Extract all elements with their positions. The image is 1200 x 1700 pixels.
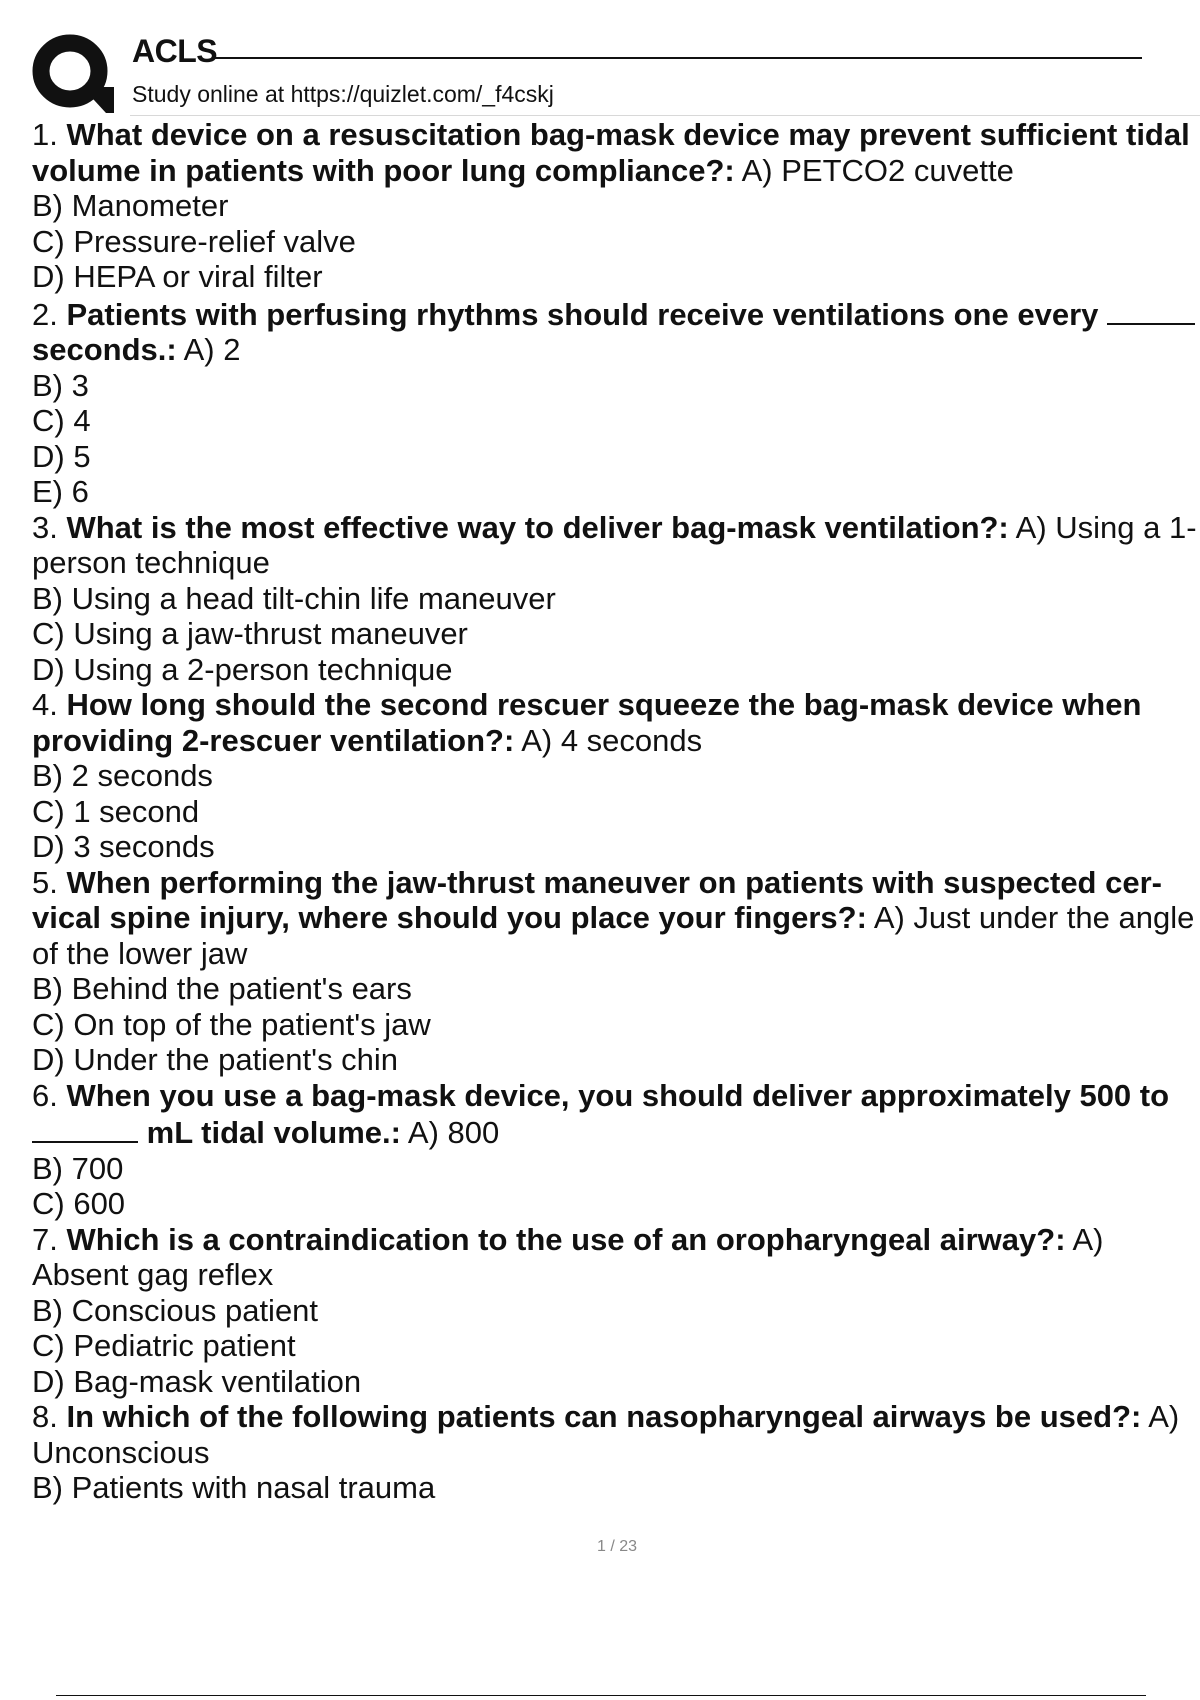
fill-in-blank <box>32 1113 138 1143</box>
answer-option: A) Using a 1-person technique <box>32 509 1197 580</box>
question-number: 8. <box>32 1399 58 1434</box>
answer-option: C) Using a jaw-thrust maneuver <box>32 616 468 651</box>
question-text-end: mL tidal volume.: <box>146 1115 401 1150</box>
question-text: Patients with perfusing rhythms should receive ventilations one every <box>66 296 1099 332</box>
study-online-line <box>132 79 554 109</box>
question-text: What device on a resuscitation bag-mask device may prevent sufficient tidal volume in patients with poor lung compliance?: <box>32 117 1190 188</box>
answer-option: A) Just under the angle of the lower jaw <box>32 900 1195 971</box>
header-divider <box>130 115 1200 116</box>
question-text-end: seconds.: <box>32 332 177 367</box>
question-item <box>32 117 1200 295</box>
question-text: When performing the jaw-thrust maneuver on patients with suspected cer- vical spine injury, where should you place your fingers?: <box>32 864 1162 935</box>
question-text: In which of the following patients can nasopharyngeal airways be used?: <box>66 1399 1142 1434</box>
question-number: 7. <box>32 1221 58 1257</box>
title-underline <box>212 57 1142 59</box>
answer-option: D) 3 seconds <box>32 829 215 864</box>
page-number: 1 / 23 <box>596 1538 638 1555</box>
answer-option: D) Bag-mask ventilation <box>32 1363 362 1399</box>
question-text: When you use a bag-mask device, you should deliver approximately 500 to <box>66 1077 1170 1113</box>
question-item <box>32 510 1200 688</box>
fill-in-blank <box>1107 295 1195 325</box>
quizlet-logo-icon <box>32 33 114 113</box>
question-item <box>32 865 1200 1078</box>
answer-option: B) Behind the patient's ears <box>32 971 412 1006</box>
question-item <box>32 1078 1200 1222</box>
answer-option: D) HEPA or viral filter <box>32 259 323 294</box>
question-item <box>32 1399 1200 1506</box>
answer-option: A) Absent gag reflex <box>32 1221 1104 1292</box>
answer-option: D) Under the patient's chin <box>32 1042 399 1077</box>
answer-option: C) 4 <box>32 403 91 438</box>
answer-option: B) Manometer <box>32 188 229 223</box>
answer-option: A) PETCO2 cuvette <box>741 152 1014 188</box>
question-number: 1. <box>32 117 58 152</box>
question-item <box>32 295 1200 510</box>
document-title: ACLS <box>132 33 218 69</box>
answer-option: A) 2 <box>183 332 241 367</box>
answer-option: C) Pediatric patient <box>32 1328 296 1363</box>
study-prefix: Study online at <box>132 81 291 107</box>
question-number: 5. <box>32 864 58 900</box>
answer-option: C) On top of the patient's jaw <box>32 1006 431 1042</box>
answer-option: D) 5 <box>32 438 91 474</box>
question-item <box>32 687 1200 865</box>
question-number: 2. <box>32 296 58 332</box>
answer-option: B) Using a head tilt-chin life maneuver <box>32 580 556 616</box>
question-text: What is the most effective way to deliver bag-mask ventilation?: <box>66 509 1009 545</box>
question-list <box>32 117 1200 1506</box>
question-number: 3. <box>32 509 58 545</box>
answer-option: D) Using a 2-person technique <box>32 651 453 687</box>
answer-option: B) Conscious patient <box>32 1292 319 1328</box>
page-header <box>0 0 1200 116</box>
question-item <box>32 1222 1200 1400</box>
study-url-link[interactable]: https://quizlet.com/_f4cskj <box>290 81 554 107</box>
answer-option: B) 700 <box>32 1150 124 1186</box>
answer-option: A) Unconscious <box>32 1399 1180 1470</box>
answer-option: B) Patients with nasal trauma <box>32 1470 436 1505</box>
answer-option: C) 1 second <box>32 793 200 829</box>
footer-divider <box>56 1695 1146 1696</box>
answer-option: E) 6 <box>32 474 89 509</box>
answer-option: A) 800 <box>407 1115 500 1150</box>
answer-option: A) 4 seconds <box>521 722 703 758</box>
question-text: Which is a contraindication to the use of an oropharyngeal airway?: <box>66 1221 1066 1257</box>
question-number: 6. <box>32 1077 58 1113</box>
answer-option: C) 600 <box>32 1186 126 1221</box>
question-text: How long should the second rescuer squeeze the bag-mask device when providing 2-rescuer ventilation?: <box>32 687 1142 758</box>
answer-option: C) Pressure-relief valve <box>32 223 356 259</box>
question-number: 4. <box>32 687 58 722</box>
answer-option: B) 2 seconds <box>32 758 213 793</box>
answer-option: B) 3 <box>32 367 89 403</box>
